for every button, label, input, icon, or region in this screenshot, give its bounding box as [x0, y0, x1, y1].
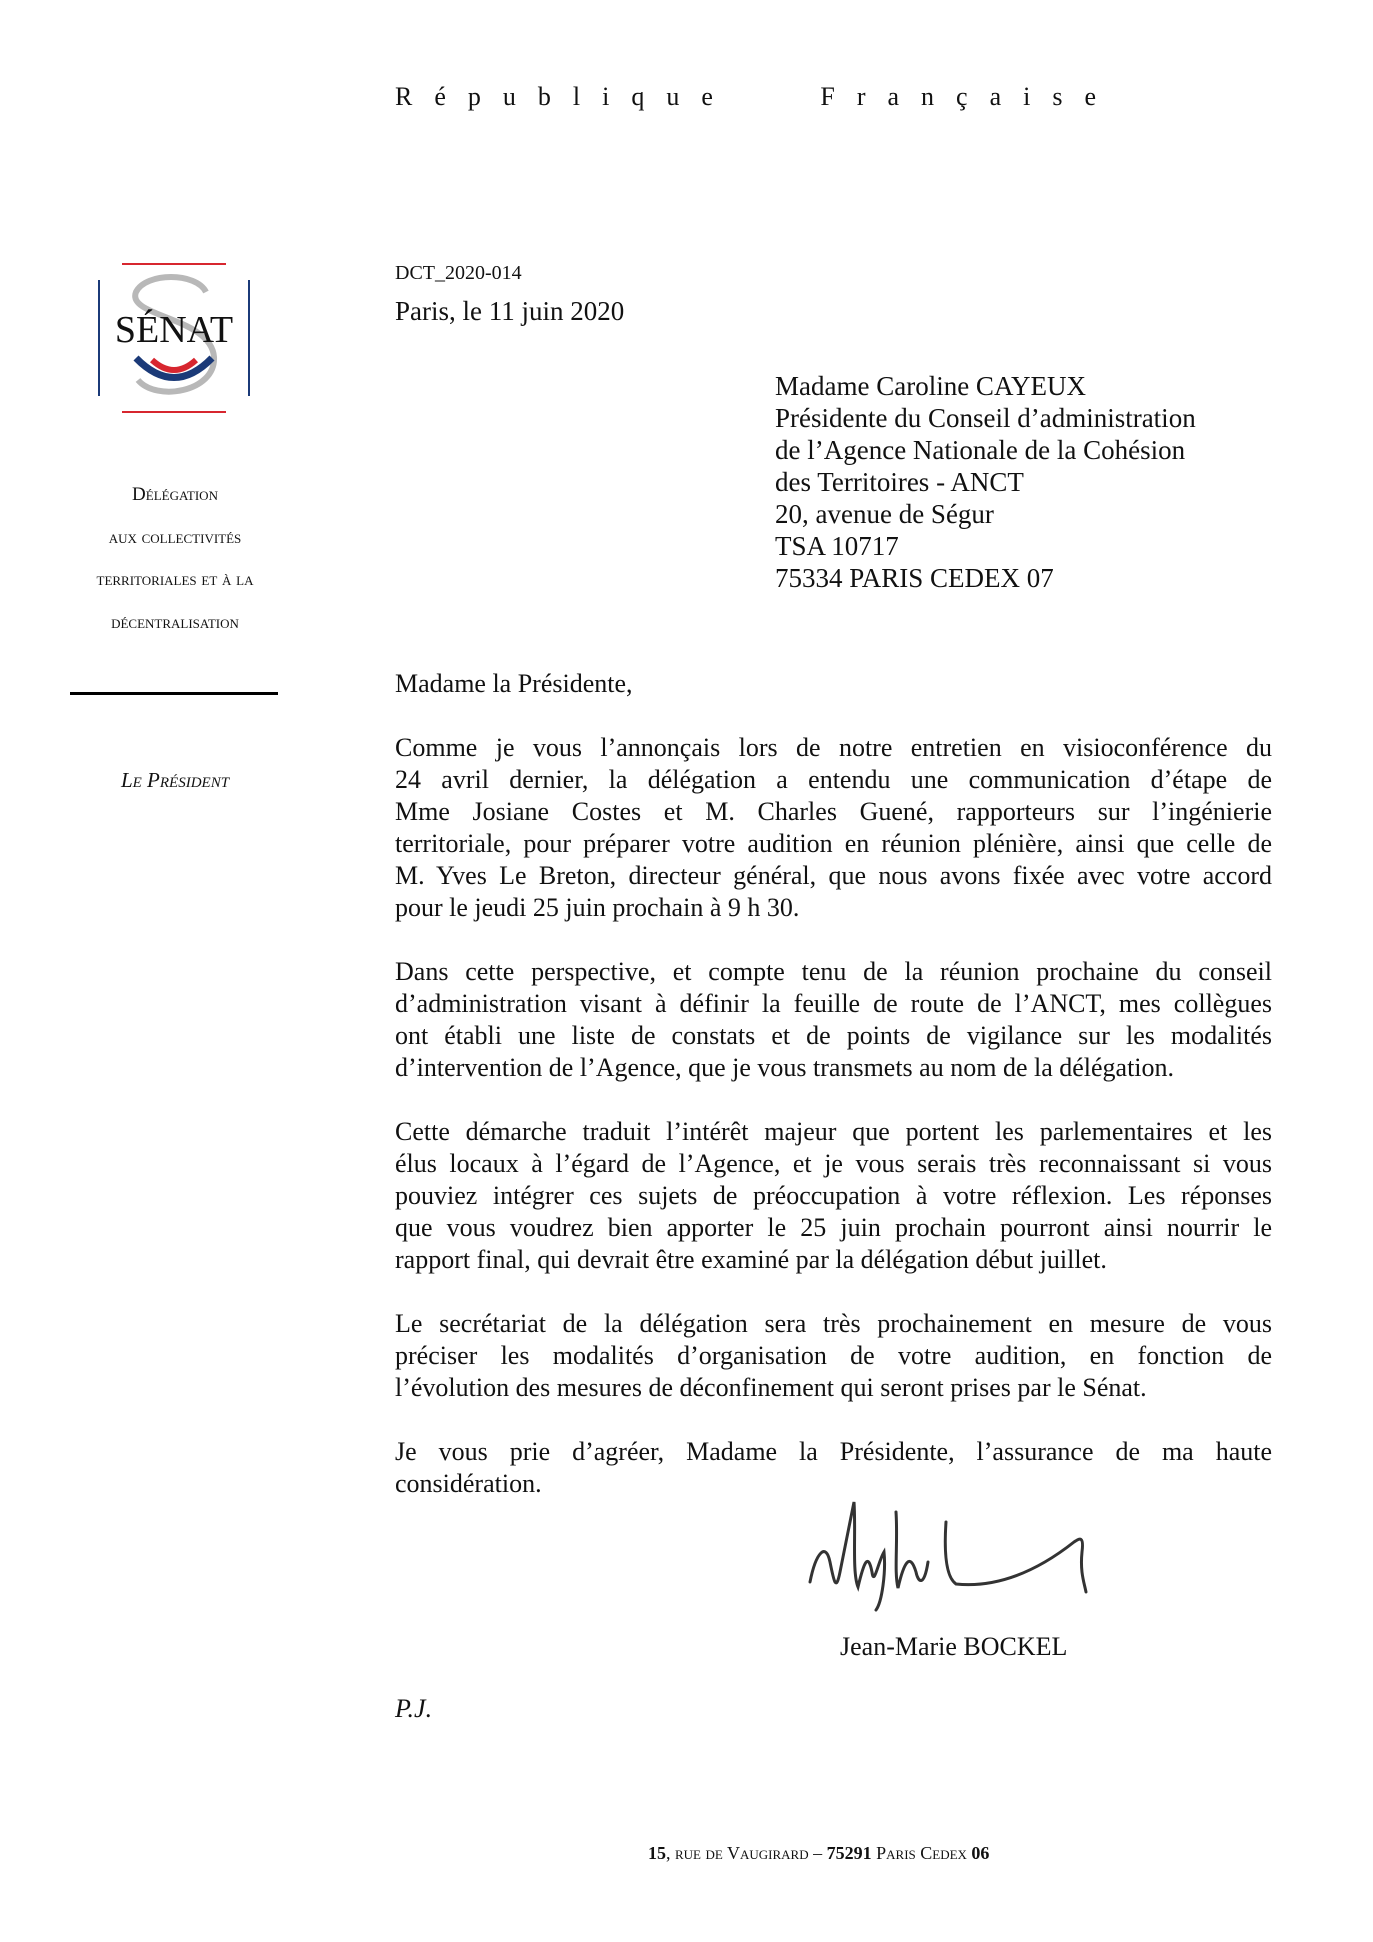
senat-logo — [96, 262, 252, 414]
text-line: M. Yves Le Breton, directeur général, que nous avons fixée avec votre accord — [395, 861, 1272, 890]
paragraph — [395, 732, 1272, 924]
text-line: Dans cette perspective, et compte tenu de la réunion prochaine du conseil — [395, 957, 1272, 986]
handwritten-signature — [806, 1492, 1126, 1612]
paragraph — [395, 1436, 1272, 1500]
salutation: Madame la Présidente, — [395, 669, 633, 698]
text-line: préciser les modalités d’organisation de votre audition, en fonction de — [395, 1341, 1272, 1370]
text-line: Cette démarche traduit l’intérêt majeur que portent les parlementaires et les — [395, 1117, 1272, 1146]
recipient-line: TSA 10717 — [775, 531, 899, 561]
footer-number: 15 — [648, 1843, 666, 1863]
recipient-line: 20, avenue de Ségur — [775, 499, 994, 529]
footer-street: , rue de Vaugirard – — [666, 1843, 827, 1863]
delegation-title: Délégation — [132, 484, 218, 505]
text-line: d’administration visant à définir la feuille de route de l’ANCT, mes collègues — [395, 989, 1272, 1018]
letter-date: Paris, le 11 juin 2020 — [395, 296, 625, 326]
recipient-line: Présidente du Conseil d’administration — [775, 403, 1196, 433]
text-line: considération. — [395, 1469, 542, 1498]
role-label: Le Président — [120, 768, 230, 792]
delegation-title: territoriales et à la — [96, 569, 254, 590]
attachment-note: P.J. — [395, 1694, 433, 1723]
footer-address — [648, 1843, 989, 1864]
svg-text:SÉNAT: SÉNAT — [114, 309, 234, 351]
text-line: Je vous prie d’agréer, Madame la Présidente, l’assurance de ma haute — [395, 1437, 1272, 1466]
signatory-name: Jean-Marie BOCKEL — [840, 1632, 1068, 1661]
divider — [70, 692, 278, 695]
text-line: 24 avril dernier, la délégation a entendu une communication d’étape de — [395, 765, 1272, 794]
footer-zip: 75291 — [826, 1843, 872, 1863]
delegation-title: décentralisation — [111, 612, 239, 633]
text-line: territoriale, pour préparer votre audition en réunion plénière, ainsi que celle de — [395, 829, 1272, 858]
footer-city: Paris Cedex — [871, 1843, 972, 1863]
recipient-line: 75334 PARIS CEDEX 07 — [775, 563, 1054, 593]
footer-dept: 06 — [971, 1843, 990, 1863]
text-line: pouviez intégrer ces sujets de préoccupation à votre réflexion. Les réponses — [395, 1181, 1272, 1210]
paragraph — [395, 1308, 1272, 1404]
text-line: que vous voudrez bien apporter le 25 juin prochain pourront ainsi nourrir le — [395, 1213, 1272, 1242]
text-line: Mme Josiane Costes et M. Charles Guené, rapporteurs sur l’ingénierie — [395, 797, 1272, 826]
text-line: rapport final, qui devrait être examiné par la délégation début juillet. — [395, 1245, 1107, 1274]
text-line: pour le jeudi 25 juin prochain à 9 h 30. — [395, 893, 800, 922]
recipient-line: de l’Agence Nationale de la Cohésion — [775, 435, 1186, 465]
text-line: ont établi une liste de constats et de points de vigilance sur les modalités — [395, 1021, 1272, 1050]
reference-number: DCT_2020-014 — [395, 262, 522, 284]
text-line: l’évolution des mesures de déconfinement qui seront prises par le Sénat. — [395, 1373, 1147, 1402]
text-line: Le secrétariat de la délégation sera très prochainement en mesure de vous — [395, 1309, 1272, 1338]
republique: République — [395, 82, 735, 111]
recipient-address — [775, 370, 1196, 594]
republique-francaise-header — [395, 82, 1118, 112]
paragraph — [395, 1116, 1272, 1276]
text-line: élus locaux à l’égard de l’Agence, et je vous serais très reconnaissant si vous — [395, 1149, 1272, 1178]
text-line: d’intervention de l’Agence, que je vous transmets au nom de la délégation. — [395, 1053, 1175, 1082]
recipient-line: Madame Caroline CAYEUX — [775, 371, 1086, 401]
letter-body — [395, 668, 1272, 1532]
recipient-line: des Territoires - ANCT — [775, 467, 1024, 497]
paragraph — [395, 956, 1272, 1084]
delegation-title: aux collectivités — [108, 527, 242, 548]
text-line: Comme je vous l’annonçais lors de notre entretien en visioconférence du — [395, 733, 1272, 762]
francaise: Française — [820, 82, 1118, 111]
